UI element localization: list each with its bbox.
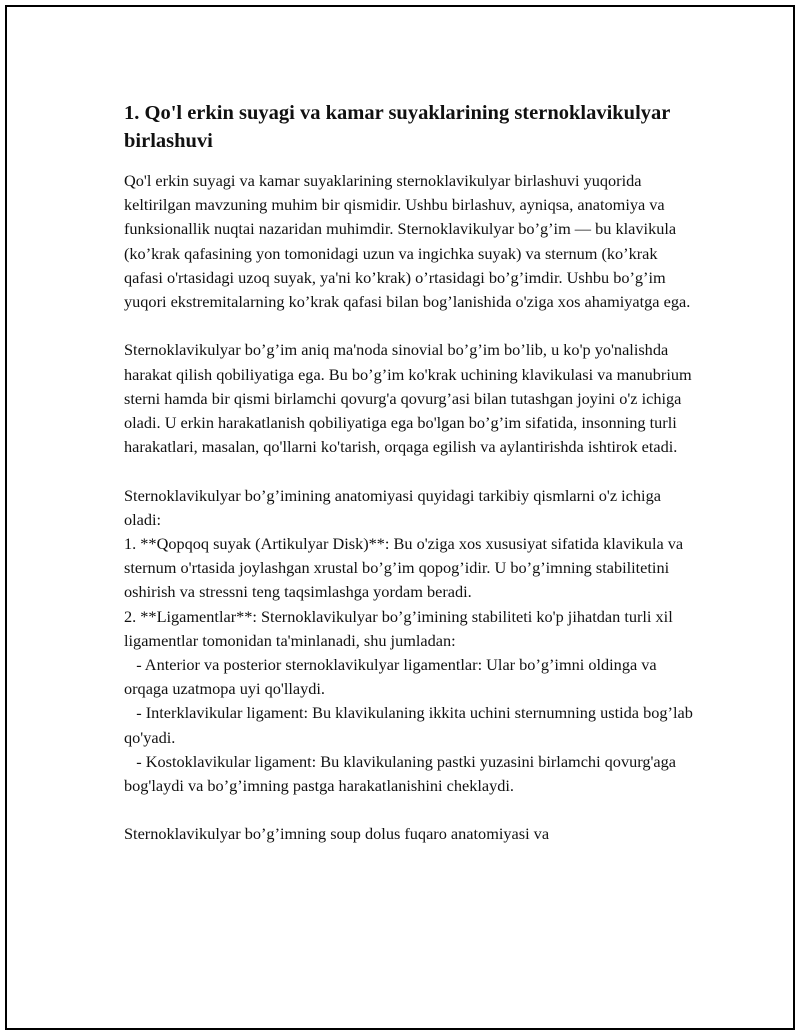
section-heading: 1. Qo'l erkin suyagi va kamar suyaklarining sternoklavikulyar birlashuvi [124,102,671,152]
body-text: Qo'l erkin suyagi va kamar suyaklarining sternoklavikulyar birlashuvi yuqorida keltirilgan mavzuning muhim bir qismidir. Ushbu birlashuv, ayniqsa, anatomiya va funksionallik nuqtai nazaridan muhimdir. Sternoklavikulyar bo’g’im — bu klavikula (ko’krak qafasining yon tomonidagi uzun va ingichka suyak) va sternum (ko’krak qafasi o'rtasidagi uzoq suyak, ya'ni ko’krak) o’rtasidagi bo’g’imdir. Ushbu bo’g’im yuqori ekstremitalarning ko’krak qafasi bilan bog’lanishida o'ziga xos ahamiyatga ega. Sternoklavikulyar bo’g’im aniq ma'noda sinovial bo’g’im bo’lib, u ko'p yo'nalishda harakat qilish qobiliyatiga ega. Bu bo’g’im ko'krak uchining klavikulasi va manubrium sterni hamda bir qismi birlamchi qovurg'a qovurg’asi bilan tutashgan joyini o'z ichiga oladi. U erkin harakatlanish qobiliyatiga ega bo'lgan bo’g’im sifatida, insonning turli harakatlari, masalan, qo'llarni ko'tarish, orqaga egilish va aylantirishda ishtirok etadi. Sternoklavikulyar bo’g’imining anatomiyasi quyidagi tarkibiy qismlarni o'z ichiga oladi: 1. **Qopqoq suyak (Artikulyar Disk)**: Bu o'ziga xos xususiyat sifatida klavikula va sternum o'rtasida joylashgan xrustal bo’g’im qopog’idir. U bo’g’imning stabilitetini oshirish va stressni teng taqsimlashga yordam beradi. 2. **Ligamentlar**: Sternoklavikulyar bo’g’imining stabiliteti ko'p jihatdan turli xil ligamentlar tomonidan ta'minlanadi, shu jumladan: - Anterior va posterior sternoklavikulyar ligamentlar: Ular bo’g’imni oldinga va orqaga uzatmopa uyi qo'llaydi. - Interklavikular ligament: Bu klavikulaning ikkita uchini sternumning ustida bog’lab qo'yadi. - Kostoklavikular ligament: Bu klavikulaning pastki yuzasini birlamchi qovurg'aga bog'laydi va bo’g’imning pastga harakatlanishini cheklaydi. Sternoklavikulyar bo’g’imning soup dolus fuqaro anatomiyasi va [124,171,693,844]
page-frame [5,5,795,1030]
document-content [124,99,699,847]
